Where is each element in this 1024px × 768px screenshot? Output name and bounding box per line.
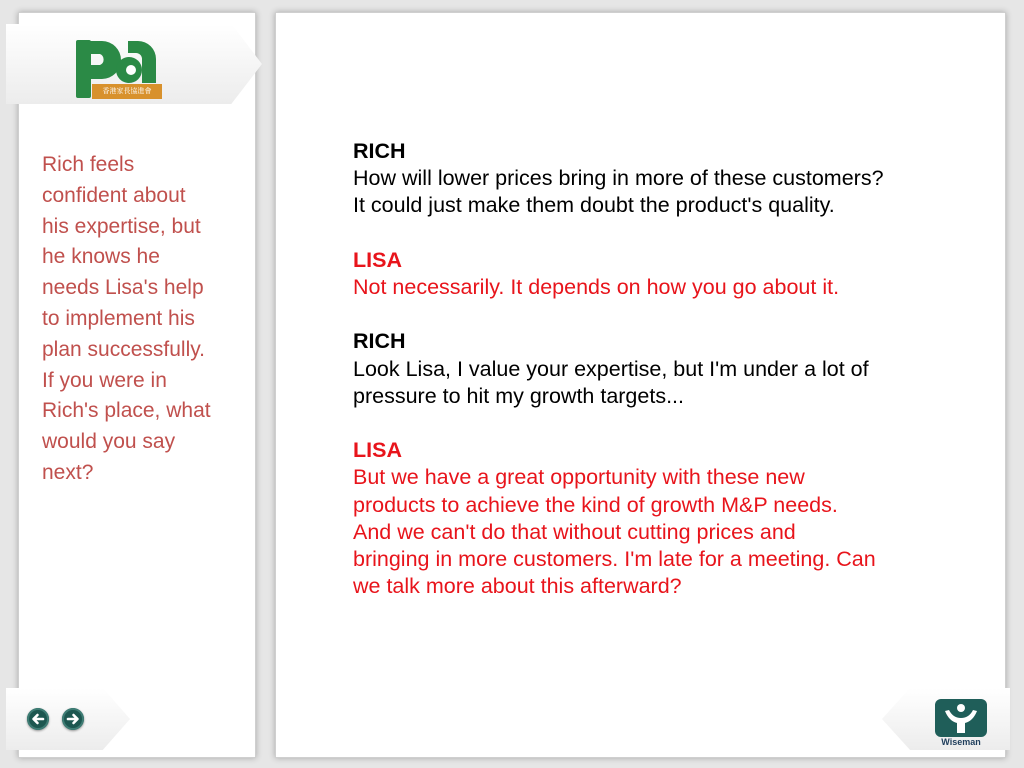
narration-line: If you were in: [42, 368, 167, 392]
speaker-name: RICH: [353, 139, 406, 163]
dialogue-line: How will lower prices bring in more of these customers?: [353, 166, 884, 191]
dialogue-line: Look Lisa, I value your expertise, but I'm under a lot of: [353, 356, 869, 381]
narration-line: plan successfully.: [42, 337, 206, 361]
narration-line: Rich feels: [42, 153, 135, 176]
dialogue-line: products to achieve the kind of growth M&P needs.: [353, 492, 838, 517]
dialogue: [353, 138, 1013, 600]
speaker-name: RICH: [353, 329, 406, 354]
narration-line: needs Lisa's help: [42, 276, 204, 300]
dialogue-turn-rich: [353, 328, 1013, 410]
wiseman-label: Wiseman: [941, 737, 981, 747]
dialogue-line: pressure to hit my growth targets...: [353, 383, 684, 408]
narration-text: [42, 150, 238, 489]
dialogue-line: bringing in more customers. I'm late for a meeting. Can: [353, 547, 876, 571]
dialogue-turn-lisa: [353, 247, 1013, 301]
pa-logo-caption: 香港家長協進會: [92, 84, 162, 99]
dialogue-line: But we have a great opportunity with these new: [353, 465, 805, 490]
narration-line: next?: [42, 460, 94, 484]
dialogue-line: we talk more about this afterward?: [353, 574, 682, 599]
narration-line: he knows he: [42, 245, 160, 269]
dialogue-turn-lisa: [353, 437, 1013, 600]
arrow-right-icon: [62, 708, 84, 730]
next-button[interactable]: [62, 708, 84, 730]
arrow-left-icon: [27, 708, 49, 730]
dialogue-line: Not necessarily. It depends on how you go about it.: [353, 275, 840, 299]
speaker-name: LISA: [353, 438, 402, 463]
prev-button[interactable]: [27, 708, 49, 730]
narration-line: confident about: [42, 183, 186, 207]
dialogue-line: It could just make them doubt the product's quality.: [353, 193, 835, 218]
dialogue-line: And we can't do that without cutting prices and: [353, 519, 796, 544]
narration-line: to implement his: [42, 306, 195, 330]
narration-line: Rich's place, what: [42, 399, 211, 423]
narration-line: his expertise, but: [42, 214, 201, 238]
speaker-name: LISA: [353, 247, 402, 272]
dialogue-turn-rich: [353, 138, 1013, 220]
narration-line: would you say: [42, 430, 176, 454]
